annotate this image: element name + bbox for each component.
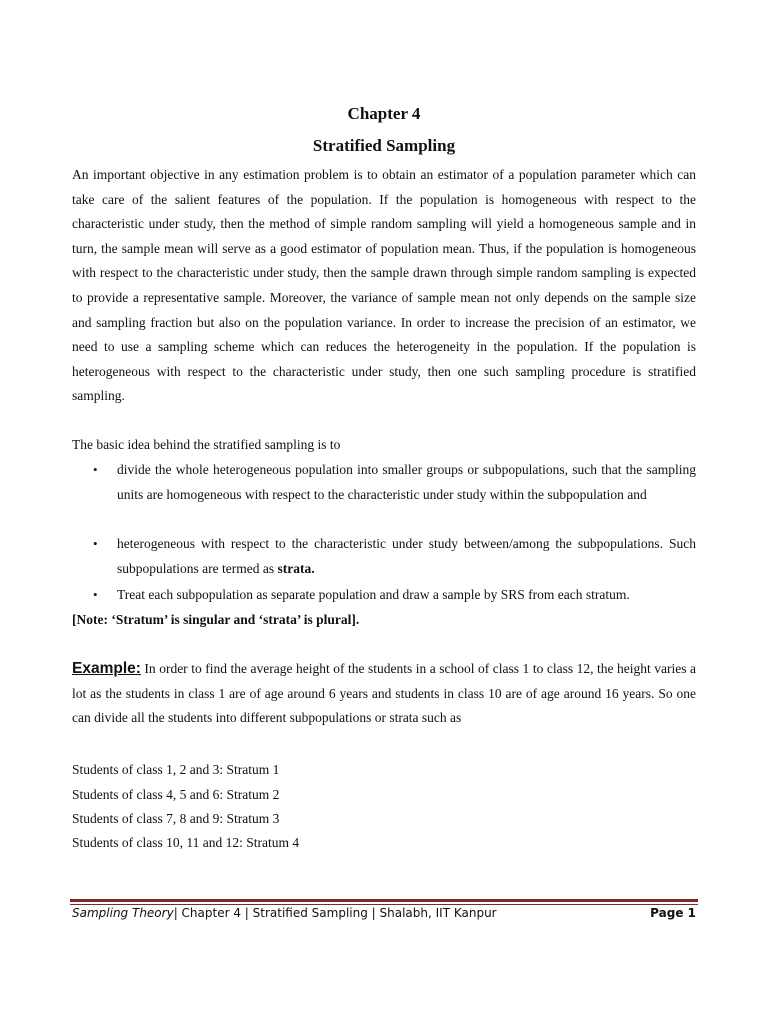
intro-paragraph: An important objective in any estimation problem is to obtain an estimator of a population parameter which can take care of the salient features of the population. If the population is homogeneous with respect to the characteristic under study, then the method of simple random sampling will yield a homogeneous sample and in turn, the sample mean will serve as a good estimator of population mean. Thus, if the population is homogeneous with respect to the characteristic under study, then the sample drawn through simple random sampling is expected to provide a representative sample. Moreover, the variance of sample mean not only depends on the sample size and sampling fraction but also on the population variance. In order to increase the precision of an estimator, we need to use a sampling scheme which can reduces the heterogeneity in the population. If the population is heterogeneous with respect to the characteristic under study, then one such sampling procedure is stratified sampling. <box>72 167 696 404</box>
footer-rule-thin <box>70 904 698 905</box>
stratum-line-4: Students of class 10, 11 and 12: Stratum 4 <box>72 835 300 850</box>
bullet-item-3: Treat each subpopulation as separate population and draw a sample by SRS from each stratum. <box>117 587 630 602</box>
basic-idea-line: The basic idea behind the stratified sampling is to <box>72 437 341 452</box>
footer-running-head <box>72 906 497 920</box>
footer-chapter-info: | Chapter 4 | Stratified Sampling | Shalabh, IIT Kanpur <box>173 906 497 920</box>
bullet-item-2-text: heterogeneous with respect to the characteristic under study between/among the subpopulations. Such subpopulations are termed as <box>117 536 696 576</box>
chapter-heading: Chapter 4 <box>347 104 421 123</box>
bullet-marker: • <box>93 587 98 602</box>
stratum-line-1: Students of class 1, 2 and 3: Stratum 1 <box>72 762 280 777</box>
strata-term: strata. <box>277 560 315 576</box>
stratum-line-2: Students of class 4, 5 and 6: Stratum 2 <box>72 787 280 802</box>
example-text: In order to find the average height of the students in a school of class 1 to class 12, the height varies a lot as the students in class 1 are of age around 6 years and students in class 10 are of age around 16 years. So one can divide all the students into different subpopulations or strata such as <box>72 661 696 726</box>
bullet-marker: • <box>93 462 98 477</box>
page-title: Stratified Sampling <box>312 136 456 155</box>
note-line: [Note: ‘Stratum’ is singular and ‘strata’ is plural]. <box>72 612 360 627</box>
example-label: Example: <box>72 660 141 677</box>
bullet-item-2 <box>117 532 696 581</box>
example-paragraph <box>72 657 696 731</box>
stratum-line-3: Students of class 7, 8 and 9: Stratum 3 <box>72 811 280 826</box>
page-number: Page 1 <box>650 906 696 920</box>
bullet-marker: • <box>93 536 98 551</box>
footer-rule <box>70 899 698 902</box>
bullet-item-1: divide the whole heterogeneous population into smaller groups or subpopulations, such that the sampling units are homogeneous with respect to the characteristic under study within the subpopulation and <box>117 462 696 502</box>
footer-book-title: Sampling Theory <box>72 906 174 920</box>
